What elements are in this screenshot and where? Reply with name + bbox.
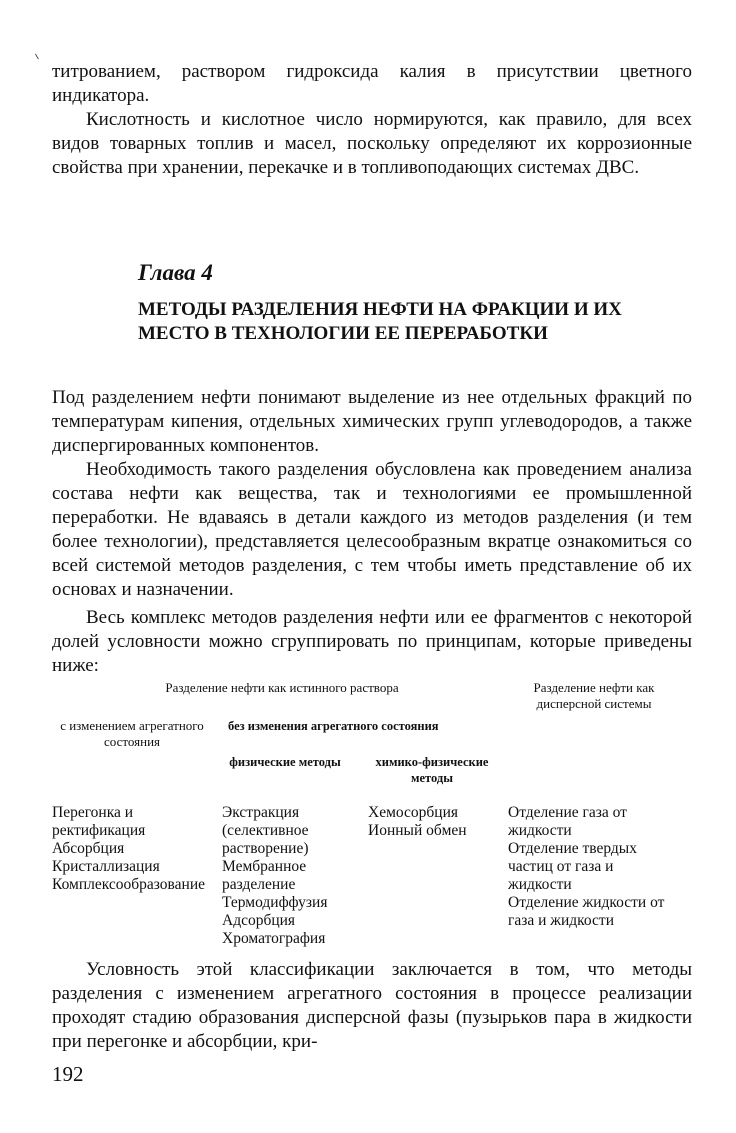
page-number: 192 xyxy=(52,1062,84,1086)
header-without-change: без изменения агрегатного состояния xyxy=(228,719,439,733)
method-item: Абсорбция xyxy=(52,840,125,857)
paragraph-necessity: Необходимость такого разделения обусловлена как проведением анализа состава нефти как вещества, так и технологиями ее промышленной переработки. Не вдаваясь в детали каждого из методов разделения (и тем более технологии), представляется целесообразным вкратце ознакомиться со всей системой методов разделения, с тем чтобы иметь представление об их основах и назначении. xyxy=(52,459,692,600)
margin-tick xyxy=(35,51,44,60)
column-physical xyxy=(222,804,362,948)
column-with-change xyxy=(52,804,210,894)
method-item: Хроматография xyxy=(222,930,326,947)
method-item: Отделение твердых частиц от газа и жидкости xyxy=(508,840,637,893)
method-item: растворение) xyxy=(222,840,309,857)
header-disperse-system: Разделение нефти как дисперсной системы xyxy=(533,680,655,711)
method-item: разделение xyxy=(222,876,296,893)
method-item: Перегонка и ректификация xyxy=(52,804,146,839)
paragraph-acid-titration: титрованием, раствором гидроксида калия в присутствии цветного индикатора. xyxy=(52,61,692,106)
method-item: Комплексообразование xyxy=(52,876,206,893)
header-physical-methods: физические методы xyxy=(229,755,341,769)
paragraph-acid-number: Кислотность и кислотное число нормируются, как правило, для всех видов товарных топлив и масел, поскольку определяют их коррозионные свойства при хранении, перекачке и в топливоподающих системах ДВС. xyxy=(52,109,692,178)
header-physchem-methods: химико-физические методы xyxy=(375,755,489,785)
column-physchem xyxy=(368,804,498,840)
paragraph-definition: Под разделением нефти понимают выделение из нее отдельных фракций по температурам кипения, отдельных химических групп углеводородов, а также диспергированных компонентов. xyxy=(52,387,692,456)
paragraph-complex: Весь комплекс методов разделения нефти или ее фрагментов с некоторой долей условности можно сгруппировать по принципам, которые приведены ниже: xyxy=(52,607,692,676)
method-item: Отделение газа от жидкости xyxy=(508,804,627,839)
chapter-title: МЕТОДЫ РАЗДЕЛЕНИЯ НЕФТИ НА ФРАКЦИИ И ИХ МЕСТО В ТЕХНОЛОГИИ ЕЕ ПЕРЕРАБОТКИ xyxy=(138,299,622,344)
chapter-label: Глава 4 xyxy=(138,260,213,285)
method-item: Мембранное xyxy=(222,858,307,875)
header-true-solution: Разделение нефти как истинного раствора xyxy=(165,680,399,695)
method-item: Отделение жидкости от газа и жидкости xyxy=(508,894,665,929)
method-item: Термодиффузия xyxy=(222,894,328,911)
method-item: Адсорбция xyxy=(222,912,296,929)
paragraph-conditionality: Условность этой классификации заключается в том, что методы разделения с изменением агрегатного состояния в процессе реализации проходят стадию образования дисперсной фазы (пузырьков пара в жидкости при перегонке и абсорбции, кри- xyxy=(52,959,692,1052)
classification-scheme xyxy=(52,680,692,950)
header-with-change: с изменением агрегатного состояния xyxy=(60,718,204,749)
method-item: (селективное xyxy=(222,822,309,839)
column-disperse xyxy=(508,804,678,930)
method-item: Экстракция xyxy=(222,804,300,821)
method-item: Хемосорбция xyxy=(368,804,459,821)
method-item: Кристаллизация xyxy=(52,858,160,875)
method-item: Ионный обмен xyxy=(368,822,467,839)
